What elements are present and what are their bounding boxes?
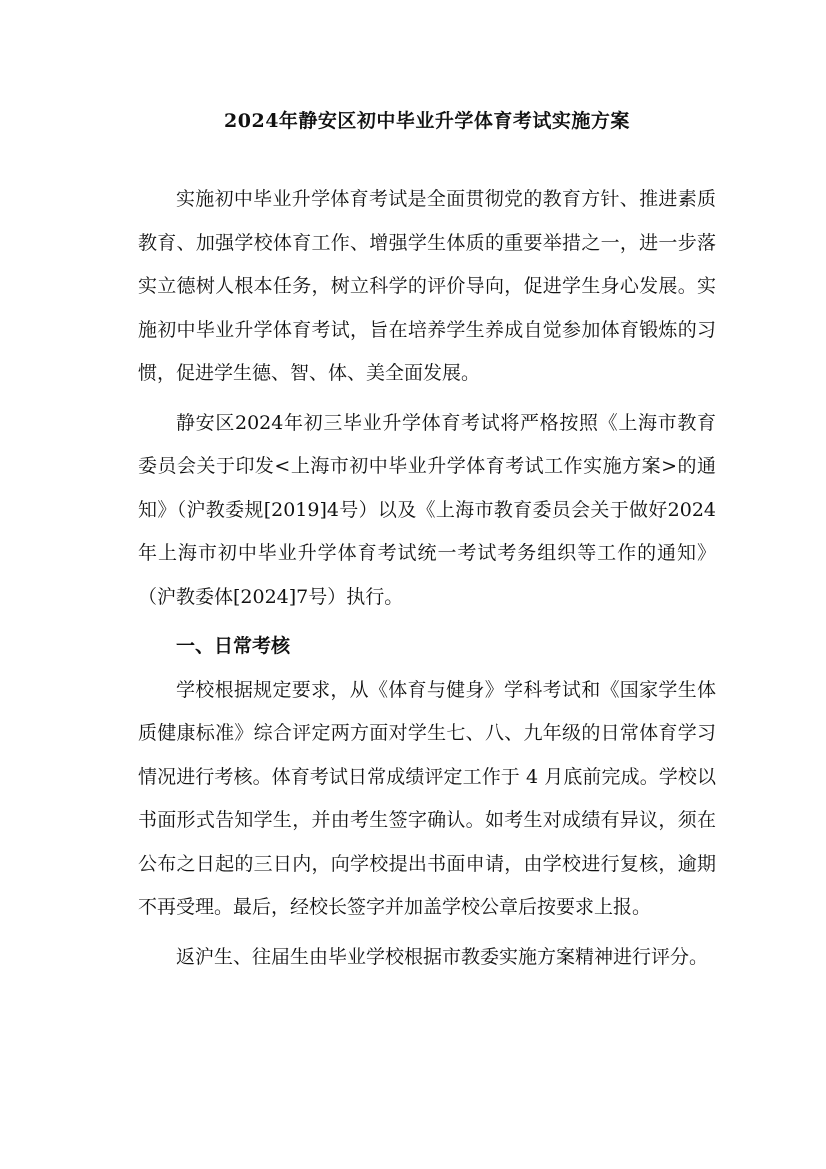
document-title: 2024年静安区初中毕业升学体育考试实施方案	[224, 110, 630, 132]
section-1-paragraph-1: 学校根据规定要求，从《体育与健身》学科考试和《国家学生体质健康标准》综合评定两方面对学生七、八、九年级的日常体育学习情况进行考核。体育考试日常成绩评定工作于 4 月底前完成。学校以书面形式告知学生，并由考生签字确认。如考生对成绩有异议，须在公布之日起的三日内，向学校提出书面申请，由学校进行复核，逾期不再受理。最后，经校长签字并加盖学校公章后按要求上报。	[138, 678, 716, 918]
intro-paragraph-2: 静安区2024年初三毕业升学体育考试将严格按照《上海市教育委员会关于印发<上海市初中毕业升学体育考试工作实施方案>的通知》（沪教委规[2019]4号）以及《上海市教育委员会关于做好2024年上海市初中毕业升学体育考试统一考试考务组织等工作的通知》（沪教委体[2024]7号）执行。	[138, 411, 716, 608]
section-heading-daily-assessment: 一、日常考核	[176, 635, 291, 657]
intro-paragraph-1: 实施初中毕业升学体育考试是全面贯彻党的教育方针、推进素质教育、加强学校体育工作、增强学生体质的重要举措之一，进一步落实立德树人根本任务，树立科学的评价导向，促进学生身心发展。实施初中毕业升学体育考试，旨在培养学生养成自觉参加体育锻炼的习惯，促进学生德、智、体、美全面发展。	[138, 188, 716, 384]
section-1-paragraph-2: 返沪生、往届生由毕业学校根据市教委实施方案精神进行评分。	[176, 945, 709, 968]
